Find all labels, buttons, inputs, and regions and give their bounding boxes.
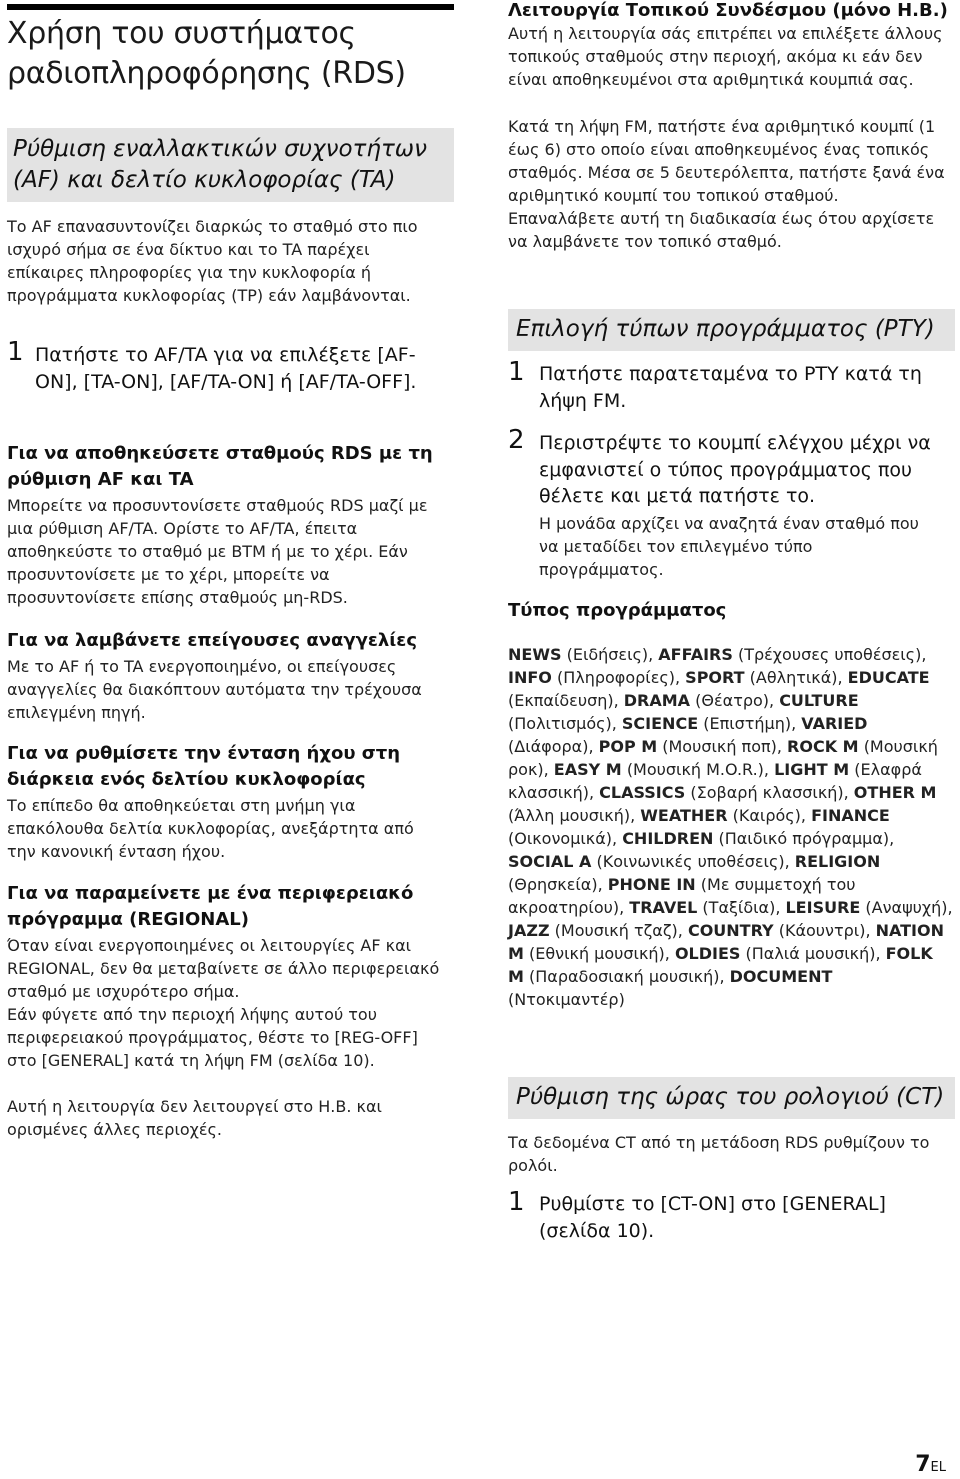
local-link-heading: Λειτουργία Τοπικού Συνδέσμου (μόνο Η.Β.) (508, 0, 948, 21)
page-number (915, 1452, 946, 1477)
af-ta-step1: Πατήστε το AF/TA για να επιλέξετε [AF-ON], [TA-ON], [AF/TA-ON] ή [AF/TA-OFF]. (35, 344, 417, 393)
program-type-desc: (Παλιά μουσική) (745, 944, 876, 963)
ct-text: Τα δεδομένα CT από τη μετάδοση RDS ρυθμίζουν το ρολόι. (508, 1133, 930, 1175)
store-heading: Για να αποθηκεύσετε σταθμούς RDS με τη ρύθμιση AF και TA (7, 443, 433, 490)
program-type-desc: (Παιδικό πρόγραμμα) (718, 829, 890, 848)
program-type-desc: (Μουσική ποπ) (662, 737, 777, 756)
program-type-code: WEATHER (640, 806, 728, 825)
regional-text3: Αυτή η λειτουργία δεν λειτουργεί στο Η.Β. και ορισμένες άλλες περιοχές. (7, 1097, 382, 1139)
program-type-desc: (Ταξίδια) (702, 898, 776, 917)
program-type-code: NEWS (508, 645, 562, 664)
program-type-code: VARIED (801, 714, 868, 733)
program-type-desc: (Θέατρο) (695, 691, 770, 710)
step-number: 1 (508, 1187, 525, 1217)
program-type-code: SCIENCE (621, 714, 699, 733)
page-lang: EL (930, 1460, 946, 1475)
program-type-code: DRAMA (623, 691, 691, 710)
pty-heading: Επιλογή τύπων προγράμματος (PTY) (516, 316, 935, 342)
step-number: 1 (508, 357, 525, 387)
program-type-desc: (Μουσική τζαζ) (554, 921, 678, 940)
program-type-desc: (Σοβαρή κλασσική) (690, 783, 844, 802)
step-number: 2 (508, 425, 525, 455)
volume-heading: Για να ρυθμίσετε την ένταση ήχου στη διάρκεια ενός δελτίου κυκλοφορίας (7, 743, 401, 790)
program-type-code: SPORT (685, 668, 745, 687)
program-type-code: FOLK M (508, 944, 933, 986)
program-type-desc: (Μουσική M.O.R.) (626, 760, 764, 779)
program-type-desc: (Πληροφορίες) (556, 668, 675, 687)
program-type-desc: (Μουσική ροκ) (508, 737, 938, 779)
program-type-code: NATION M (508, 921, 944, 963)
pty-step2: Περιστρέψτε το κουμπί ελέγχου μέχρι να εμφανιστεί ο τύπος προγράμματος που θέλετε και μετά πατήστε το. (539, 432, 931, 507)
program-type-desc: (Πολιτισμός) (508, 714, 612, 733)
program-type-desc: (Θρησκεία) (508, 875, 598, 894)
program-type-code: JAZZ (508, 921, 550, 940)
ct-heading: Ρύθμιση της ώρας του ρολογιού (CT) (516, 1084, 945, 1110)
regional-text2: Εάν φύγετε από την περιοχή λήψης αυτού του περιφερειακού προγράμματος, θέστε το [REG-OFF] στο [GENERAL] κατά τη λήψη FM (σελίδα 10). (7, 1005, 418, 1070)
program-type-code: CULTURE (779, 691, 859, 710)
program-type-code: LIGHT M (774, 760, 850, 779)
pty-step2-note: Η μονάδα αρχίζει να αναζητά έναν σταθμό που να μεταδίδει τον επιλεγμένο τύπο προγράμματος. (539, 514, 919, 579)
program-types-heading: Τύπος προγράμματος (508, 600, 727, 621)
program-type-desc: (Παραδοσιακή μουσική) (529, 967, 720, 986)
program-type-desc: (Ειδήσεις) (566, 645, 649, 664)
program-type-desc: (Επιστήμη) (703, 714, 792, 733)
emergency-heading: Για να λαμβάνετε επείγουσες αναγγελίες (7, 630, 417, 651)
program-type-desc: (Άλλη μουσική) (508, 806, 631, 825)
program-type-desc: (Ελαφρά κλασσική) (508, 760, 922, 802)
program-type-desc: (Εκπαίδευση) (508, 691, 614, 710)
program-type-desc: (Οικονομικά) (508, 829, 613, 848)
af-ta-heading: Ρύθμιση εναλλακτικών συχνοτήτων (AF) και δελτίο κυκλοφορίας (TA) (13, 136, 427, 193)
step-number: 1 (7, 337, 24, 367)
volume-text: Το επίπεδο θα αποθηκεύεται στη μνήμη για επακόλουθα δελτία κυκλοφορίας, ανεξάρτητα από την κανονική ένταση ήχου. (7, 796, 414, 861)
program-types-list: NEWS (Ειδήσεις), AFFAIRS (Τρέχουσες υποθέσεις), INFO (Πληροφορίες), SPORT (Αθλητικά), EDUCATE (Εκπαίδευση), DRAMA (Θέατρο), CULTURE (Πολιτισμός), SCIENCE (Επιστήμη), VARIED (Διάφορα), POP M (Μουσική ποπ), ROCK M (Μουσική ροκ), EASY M (Μουσική M.O.R.), LIGHT M (Ελαφρά κλασσική), CLASSICS (Σοβαρή κλασσική), OTHER M (Άλλη μουσική), WEATHER (Καιρός), FINANCE (Οικονομικά), CHILDREN (Παιδικό πρόγραμμα), SOCIAL A (Κοινωνικές υποθέσεις), RELIGION (Θρησκεία), PHONE IN (Με συμμετοχή του ακροατηρίου), TRAVEL (Ταξίδια), LEISURE (Αναψυχή), JAZZ (Μουσική τζαζ), COUNTRY (Κάουντρι), NATION M (Εθνική μουσική), OLDIES (Παλιά μουσική), FOLK M (Παραδοσιακή μουσική), DOCUMENT (Ντοκιμαντέρ) (508, 645, 953, 1009)
store-text: Μπορείτε να προσυντονίσετε σταθμούς RDS μαζί με μια ρύθμιση AF/TA. Ορίστε το AF/TA, έπειτα αποθηκεύστε το σταθμό με BTM ή με το χέρι. Εάν προσυντονίσετε με το χέρι, μπορείτε να προσυντονίσετε επίσης σταθμούς μη-RDS. (7, 496, 428, 607)
program-type-code: CHILDREN (622, 829, 714, 848)
program-type-code: OLDIES (674, 944, 741, 963)
program-type-desc: (Αθλητικά) (749, 668, 838, 687)
regional-heading: Για να παραμείνετε με ένα περιφερειακό πρόγραμμα (REGIONAL) (7, 883, 414, 930)
local-link-text1: Αυτή η λειτουργία σάς επιτρέπει να επιλέξετε άλλους τοπικούς σταθμούς στην περιοχή, ακόμα κι εάν δεν είναι αποθηκευμένοι στα αριθμητικά κουμπιά σας. (508, 24, 943, 89)
program-type-code: COUNTRY (687, 921, 774, 940)
program-type-code: RELIGION (794, 852, 881, 871)
section-heading-ct (508, 1077, 955, 1119)
section-heading-af-ta (7, 128, 454, 202)
program-type-code: AFFAIRS (658, 645, 733, 664)
program-type-desc: (Τρέχουσες υποθέσεις) (737, 645, 922, 664)
ct-step1: Ρυθμίστε το [CT-ON] στο [GENERAL] (σελίδα 10). (539, 1193, 886, 1242)
program-type-code: EASY M (553, 760, 622, 779)
program-type-code: INFO (508, 668, 552, 687)
program-type-desc: (Αναψυχή) (865, 898, 948, 917)
program-type-code: TRAVEL (629, 898, 698, 917)
program-type-desc: (Με συμμετοχή του ακροατηρίου) (508, 875, 856, 917)
af-ta-intro: Το AF επανασυντονίζει διαρκώς το σταθμό στο πιο ισχυρό σήμα σε ένα δίκτυο και το TA παρέχει επίκαιρες πληροφορίες για την κυκλοφορία ή προγράμματα κυκλοφορίας (TP) εάν λαμβάνονται. (7, 217, 418, 305)
program-type-code: PHONE IN (607, 875, 696, 894)
program-type-code: POP M (598, 737, 658, 756)
program-type-code: CLASSICS (599, 783, 686, 802)
pty-step1: Πατήστε παρατεταμένα το PTY κατά τη λήψη FM. (539, 363, 922, 412)
regional-text1: Όταν είναι ενεργοποιημένες οι λειτουργίες AF και REGIONAL, δεν θα μεταβαίνετε σε άλλο περιφερειακό σταθμό με ισχυρότερο σήμα. (7, 936, 440, 1001)
program-type-code: LEISURE (785, 898, 861, 917)
page-title: Χρήση του συστήματος ραδιοπληροφόρησης (RDS) (7, 16, 406, 91)
program-type-desc: (Διάφορα) (508, 737, 589, 756)
program-type-code: DOCUMENT (729, 967, 833, 986)
program-type-desc: (Κοινωνικές υποθέσεις) (596, 852, 785, 871)
emergency-text: Με το AF ή το TA ενεργοποιημένο, οι επείγουσες αναγγελίες θα διακόπτουν αυτόματα την τρέχουσα επιλεγμένη πηγή. (7, 657, 422, 722)
program-type-code: SOCIAL A (508, 852, 592, 871)
program-type-code: FINANCE (811, 806, 890, 825)
program-type-code: ROCK M (787, 737, 859, 756)
program-type-desc: (Κάουντρι) (778, 921, 866, 940)
section-heading-pty (508, 309, 955, 351)
program-type-desc: (Ντοκιμαντέρ) (508, 990, 625, 1009)
program-type-desc: (Καιρός) (732, 806, 801, 825)
program-type-desc: (Εθνική μουσική) (529, 944, 665, 963)
program-type-code: OTHER M (853, 783, 937, 802)
local-link-text2: Κατά τη λήψη FM, πατήστε ένα αριθμητικό κουμπί (1 έως 6) στο οποίο είναι αποθηκευμένος ένας τοπικός σταθμός. Μέσα σε 5 δευτερόλεπτα, πατήστε ξανά ένα αριθμητικό κουμπί του τοπικού σταθμού. Επαναλάβετε αυτή τη διαδικασία έως ότου αρχίσετε να λαμβάνετε τον τοπικό σταθμό. (508, 117, 945, 251)
program-type-code: EDUCATE (847, 668, 930, 687)
page-number-value: 7 (915, 1452, 931, 1477)
top-rule (7, 4, 454, 10)
